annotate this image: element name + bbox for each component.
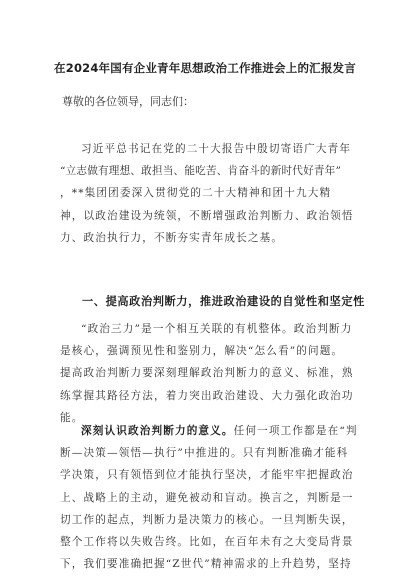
bold-lead-phrase: 深刻认识政治判断力的意义。 [81, 425, 234, 437]
text-line: 是核心，强调预见性和鉴别力，解决“怎么看”的问题。 [60, 345, 344, 358]
text-line: 提高政治判断力要深刻理解政治判断力的意义、标准，熟 [60, 367, 354, 380]
text-line: 上、战略上的主动，避免被动和盲动。换言之，判断是一 [60, 491, 354, 504]
text-line: 能。 [60, 411, 84, 424]
text-line: ，**集团团委深入贯彻党的二十大精神和团十九大精 [60, 187, 332, 200]
salutation: 尊敬的各位领导，同志们： [62, 95, 194, 108]
text-line: 下，我们要准确把握“Z世代”精神需求的上升趋势，坚持 [60, 558, 352, 571]
paragraph-political-capacity [60, 318, 360, 429]
text-line: 断—决策—领悟—执行”中推进的。只有判断准确才能科 [60, 447, 349, 460]
document-title: 在2024年国有企业青年思想政治工作推进会上的汇报发言 [54, 61, 356, 75]
text-line: 切工作的起点，判断力是决策力的核心。一旦判断失误， [60, 513, 354, 526]
text-line: 整个工作将以失败告终。比如，在百年未有之大变局背景 [60, 535, 354, 548]
text-fragment: 任何一项工作都是在“判 [233, 425, 358, 437]
paragraph-judgment-meaning [60, 420, 360, 575]
text-line: 力、政治执行力，不断夯实青年成长之基。 [60, 231, 284, 244]
text-line: “立志做有理想、敢担当、能吃苦、肯奋斗的新时代好青年” [60, 165, 342, 178]
text-line: “政治三力”是一个相互关联的有机整体。政治判断力 [81, 323, 353, 335]
text-line: 学决策，只有领悟到位才能执行坚决，才能牢牢把握政治 [60, 469, 354, 482]
text-line: 练掌握其路径方法，着力突出政治建设、大力强化政治功 [60, 389, 354, 402]
text-line: 神，以政治建设为统领，不断增强政治判断力、政治领悟 [60, 209, 354, 222]
paragraph-intro [60, 138, 360, 249]
section-heading: 一、提高政治判断力，推进政治建设的自觉性和坚定性 [82, 295, 365, 308]
text-line [60, 420, 360, 442]
text-line: 习近平总书记在党的二十大报告中殷切寄语广大青年 [81, 143, 352, 155]
